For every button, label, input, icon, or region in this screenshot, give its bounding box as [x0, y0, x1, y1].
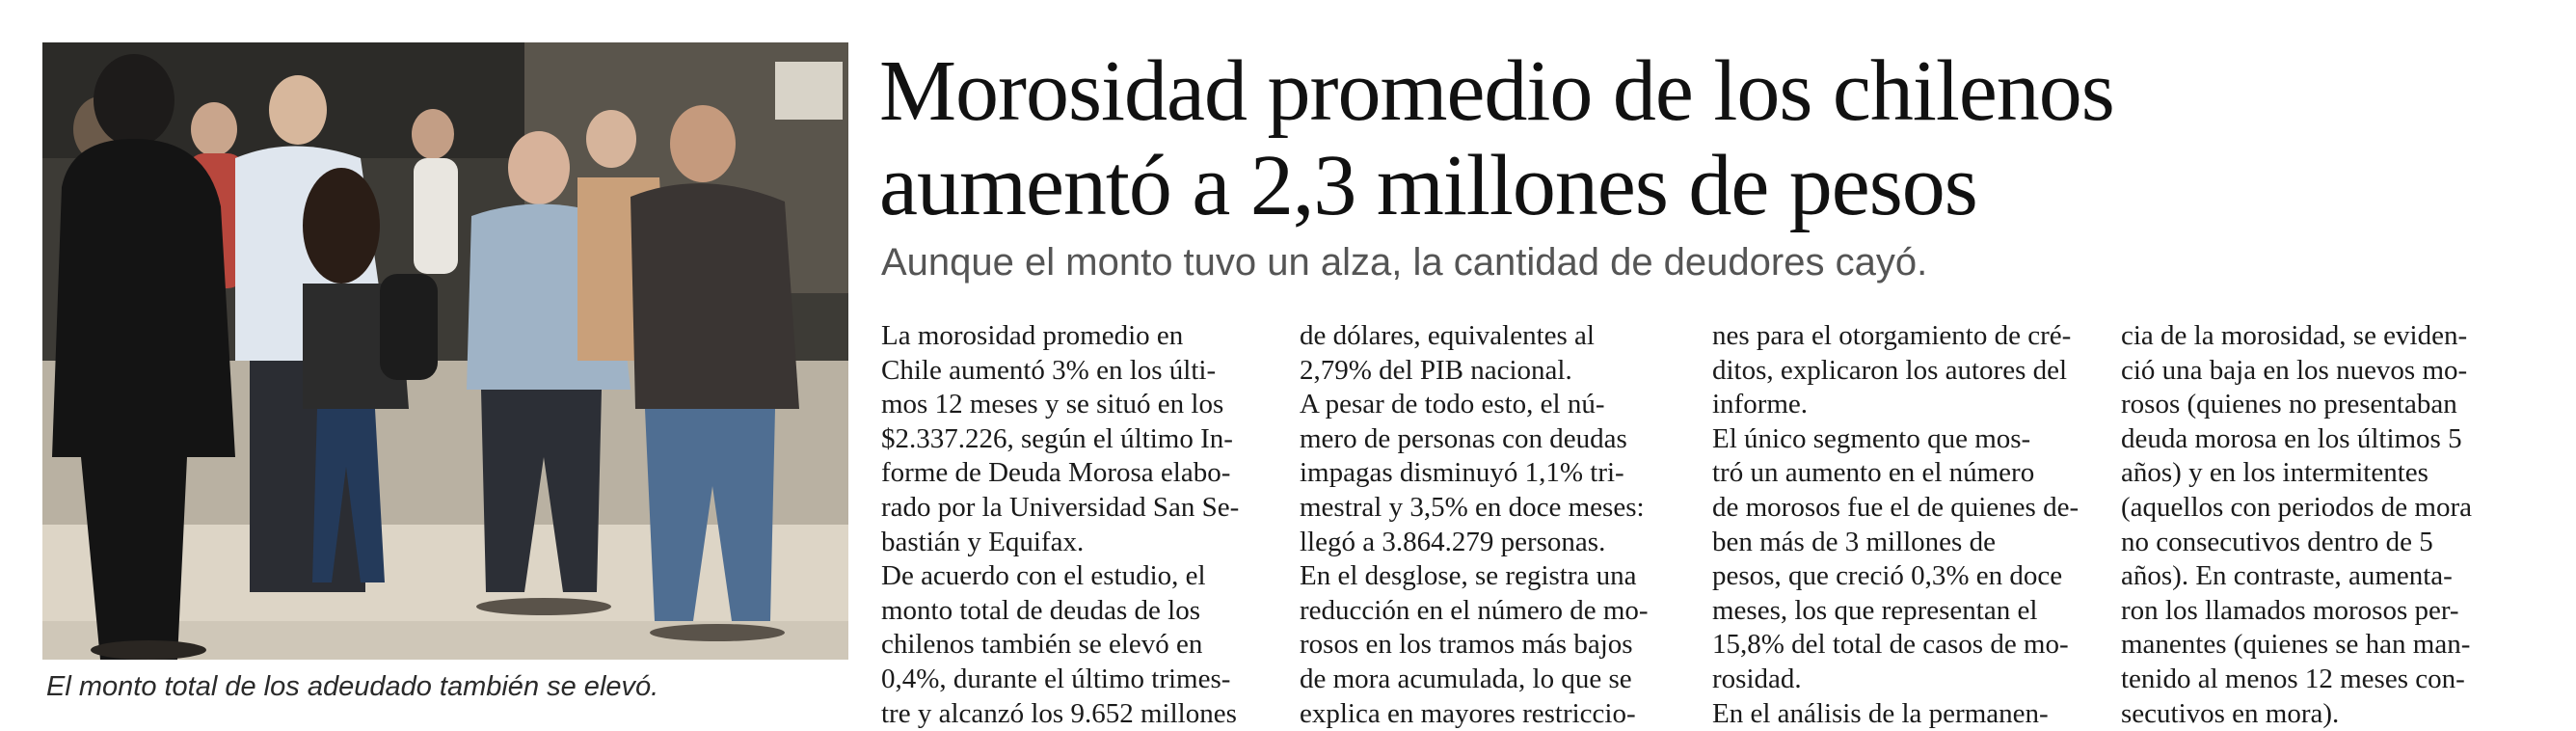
text-line: mero de personas con deudas — [1300, 422, 1627, 454]
headline-line: aumentó a 2,3 millones de pesos — [879, 138, 1977, 233]
text-line: 15,8% del total de casos de mo- — [1712, 629, 2069, 661]
text-line: años) y en los intermitentes — [2121, 457, 2428, 489]
subheadline: Aunque el monto tuvo un alza, la cantidad de deudores cayó. — [881, 241, 1928, 284]
article-column-3 — [1712, 319, 2104, 731]
text-line: nes para el otorgamiento de cré- — [1712, 320, 2072, 351]
text-line: 2,79% del PIB nacional. — [1300, 354, 1572, 386]
headline-line: Morosidad promedio de los chilenos — [879, 43, 2114, 139]
text-line: ció una baja en los nuevos mo- — [2121, 354, 2468, 386]
text-line: De acuerdo con el estudio, el — [881, 560, 1206, 592]
text-line: ben más de 3 millones de — [1712, 526, 1996, 557]
article-column-4 — [2121, 319, 2512, 731]
text-line: 0,4%, durante el último trimes- — [881, 663, 1231, 694]
text-line: meses, los que representan el — [1712, 594, 2038, 626]
text-line: explica en mayores restriccio- — [1300, 697, 1636, 729]
text-line: rosos (quienes no presentaban — [2121, 389, 2457, 420]
text-line: deuda morosa en los últimos 5 — [2121, 422, 2462, 454]
text-line: rosidad. — [1712, 663, 1802, 694]
text-line: tre y alcanzó los 9.652 millones — [881, 697, 1237, 729]
text-line: manentes (quienes se han man- — [2121, 629, 2471, 661]
text-line: bastián y Equifax. — [881, 526, 1085, 557]
text-line: rado por la Universidad San Se- — [881, 491, 1240, 523]
text-line: tenido al menos 12 meses con- — [2121, 663, 2465, 694]
text-line: Chile aumentó 3% en los últi- — [881, 354, 1217, 386]
text-line: informe. — [1712, 389, 1809, 420]
text-line: cia de la morosidad, se eviden- — [2121, 320, 2468, 351]
text-line: forme de Deuda Morosa elabo- — [881, 457, 1231, 489]
text-line: rosos en los tramos más bajos — [1300, 629, 1633, 661]
text-line: no consecutivos dentro de 5 — [2121, 526, 2433, 557]
text-line: En el desglose, se registra una — [1300, 560, 1637, 592]
text-line: La morosidad promedio en — [881, 320, 1184, 351]
article-column-2 — [1300, 319, 1691, 731]
text-line: secutivos en mora). — [2121, 697, 2340, 729]
article-column-1 — [881, 319, 1273, 731]
text-line: El único segmento que mos- — [1712, 422, 2031, 454]
text-line: mestral y 3,5% en doce meses: — [1300, 491, 1645, 523]
article-photo — [42, 42, 848, 660]
text-line: de morosos fue el de quienes de- — [1712, 491, 2080, 523]
pedestrians-photo-illustration — [42, 42, 848, 660]
text-line: A pesar de todo esto, el nú- — [1300, 389, 1605, 420]
text-line: pesos, que creció 0,3% en doce — [1712, 560, 2063, 592]
photo-caption: El monto total de los adeudado también se elevó. — [46, 671, 659, 702]
text-line: de dólares, equivalentes al — [1300, 320, 1595, 351]
headline — [879, 44, 2547, 233]
text-line: monto total de deudas de los — [881, 594, 1201, 626]
text-line: En el análisis de la permanen- — [1712, 697, 2049, 729]
text-line: de mora acumulada, lo que se — [1300, 663, 1632, 694]
text-line: reducción en el número de mo- — [1300, 594, 1649, 626]
text-line: ron los llamados morosos per- — [2121, 594, 2459, 626]
text-line: años). En contraste, aumenta- — [2121, 560, 2453, 592]
text-line: chilenos también se elevó en — [881, 629, 1203, 661]
text-line: (aquellos con periodos de mora — [2121, 491, 2473, 523]
text-line: $2.337.226, según el último In- — [881, 422, 1233, 454]
text-line: ditos, explicaron los autores del — [1712, 354, 2068, 386]
text-line: mos 12 meses y se situó en los — [881, 389, 1224, 420]
text-line: llegó a 3.864.279 personas. — [1300, 526, 1606, 557]
text-line: impagas disminuyó 1,1% tri- — [1300, 457, 1624, 489]
text-line: tró un aumento en el número — [1712, 457, 2035, 489]
